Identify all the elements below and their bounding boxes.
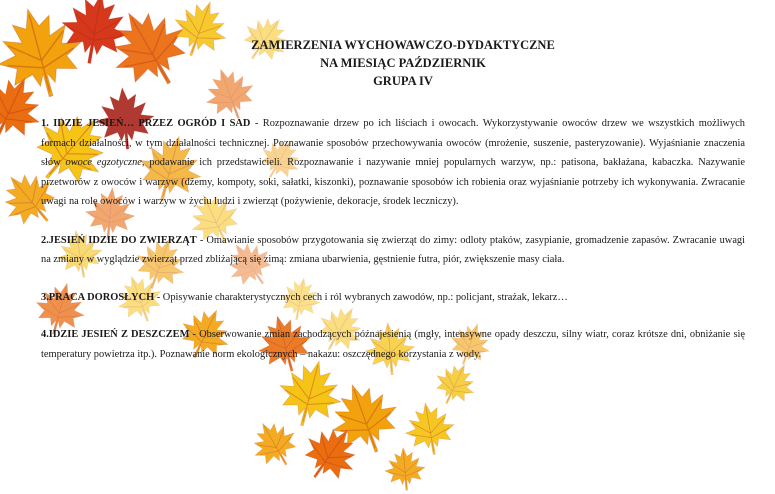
- section-4-heading: 4.IDZIE JESIEŃ Z DESZCZEM: [41, 329, 190, 340]
- maple-leaf-31: [428, 356, 483, 412]
- maple-leaf-29: [401, 399, 459, 459]
- section-1: [41, 114, 745, 212]
- section-2-text: - Omawianie sposobów przygotowania się zwierząt do zimy: odloty ptaków, zasypianie, gromadzenie zapasów. Zwracanie uwagi na zmiany w wyglądzie zwierząt przed zbliżającą się zimą: zmiana ubarwienia, gęstnienie futra, piór, zwiększenie masy ciała.: [41, 234, 746, 265]
- section-1-heading: 1. IDZIE JESIEŃ… PRZEZ OGRÓD I SAD: [41, 118, 251, 129]
- document-title-line-3: GRUPA IV: [373, 74, 433, 88]
- section-2: [41, 231, 745, 270]
- section-4: [41, 325, 745, 364]
- document-body: [41, 0, 745, 364]
- section-1-text-b: , podawanie ich przedstawicieli. Rozpoznawanie i nazywanie mniej popularnych warzyw, np.: patisona, bakłażana, kabaczka. Nazywanie przetworów z owoców i warzyw (dżemy, kompoty, soki, sałatki, kiszonki), poznawanie sposobów ich robienia oraz wyjaśnianie potrzeby ich wykonywania. Zwracanie uwagi na rolę owoców i warzyw w życiu ludzi i zwierząt (pożywienie, dekoracje, środek leczniczy).: [41, 157, 745, 207]
- section-3-text: - Opisywanie charakterystycznych cech i ról wybranych zawodów, np.: policjant, strażak, lekarz…: [154, 291, 568, 303]
- section-1-italic-term: owoce egzotyczne: [65, 157, 142, 168]
- document-title-line-1: ZAMIERZENIA WYCHOWAWCZO-DYDAKTYCZNE: [251, 38, 555, 52]
- maple-leaf-30: [243, 412, 306, 476]
- section-2-heading: 2.JESIEŃ IDZIE DO ZWIERZĄT: [41, 234, 197, 246]
- section-3: [41, 288, 745, 308]
- maple-leaf-32: [383, 446, 427, 492]
- section-3-heading: 3.PRACA DOROSŁYCH: [41, 291, 155, 303]
- document-title-line-2: NA MIESIĄC PAŹDZIERNIK: [320, 56, 486, 70]
- section-4-text: - Obserwowanie zmian zachodzących późnajesienią (mgły, intensywne opady deszczu, silny wiatr, coraz krótsze dni, obniżanie się temperatury powietrza itp.). Poznawanie norm ekologicznych – nakazu: oszczędnego korzystania z wody.: [41, 329, 745, 360]
- section-1-text-a: - Rozpoznawanie drzew po ich liściach i owocach. Wykorzystywanie owoców drzew we wszystkich możliwych formach działalności, w tym działalności technicznej. Poznawanie sposobów przechowywania owoców (mrożenie, suszenie, pasteryzowanie). Wyjaśnianie znaczenia słów: [41, 118, 745, 168]
- maple-leaf-26: [271, 353, 349, 434]
